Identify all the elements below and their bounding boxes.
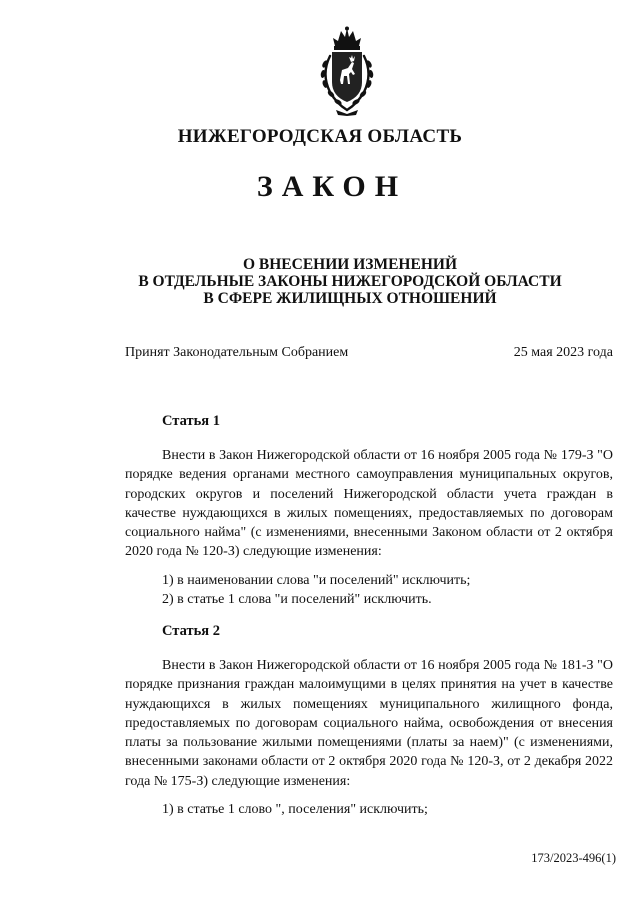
article-1-heading: Статья 1	[162, 413, 220, 429]
coat-of-arms-deer-icon	[318, 26, 376, 116]
article-2-text	[125, 656, 613, 791]
law-title-line: О ВНЕСЕНИИ ИЗМЕНЕНИЙ	[242, 256, 457, 273]
document-code: 173/2023-496(1)	[531, 851, 616, 865]
region-name: НИЖЕГОРОДСКАЯ ОБЛАСТЬ	[177, 126, 463, 147]
law-title	[0, 256, 640, 307]
article-1-text	[125, 446, 613, 562]
document-type: ЗАКОН	[256, 170, 408, 203]
adoption-text: Принят Законодательным Собранием	[125, 345, 349, 360]
article-1-item: 2) в статье 1 слова "и поселений" исключить.	[162, 592, 432, 607]
adoption-date: 25 мая 2023 года	[513, 345, 613, 360]
article-2-item: 1) в статье 1 слово ", поселения" исключить;	[162, 802, 428, 817]
article-1-paragraph: Внести в Закон Нижегородской области от 16 ноября 2005 года № 179-З "О порядке ведения органами местного самоуправления муниципальных округов, городских округов и поселений Нижегородской области учета граждан в качестве нуждающихся в жилых помещениях, предоставляемых по договорам социального найма" (с изменениями, внесенными Законом области от 2 октября 2020 года № 120-З) следующие изменения:	[125, 448, 613, 560]
article-1-item: 1) в наименовании слова "и поселений" исключить;	[162, 573, 471, 588]
law-title-line: В СФЕРЕ ЖИЛИЩНЫХ ОТНОШЕНИЙ	[203, 290, 497, 307]
law-title-line: В ОТДЕЛЬНЫЕ ЗАКОНЫ НИЖЕГОРОДСКОЙ ОБЛАСТИ	[138, 273, 562, 290]
article-2-heading: Статья 2	[162, 623, 220, 639]
adoption-line	[125, 345, 613, 361]
article-2-paragraph: Внести в Закон Нижегородской области от 16 ноября 2005 года № 181-З "О порядке признания граждан малоимущими в целях принятия на учет в качестве нуждающихся в жилых помещениях муниципального жилищного фонда, предоставляемых по договорам социального найма, освобождения от внесения платы за пользование жилыми помещениями (платы за наем)" (с изменениями, внесенными законами области от 2 октября 2020 года № 120-З, от 2 декабря 2022 года № 175-З) следующие изменения:	[125, 658, 613, 789]
